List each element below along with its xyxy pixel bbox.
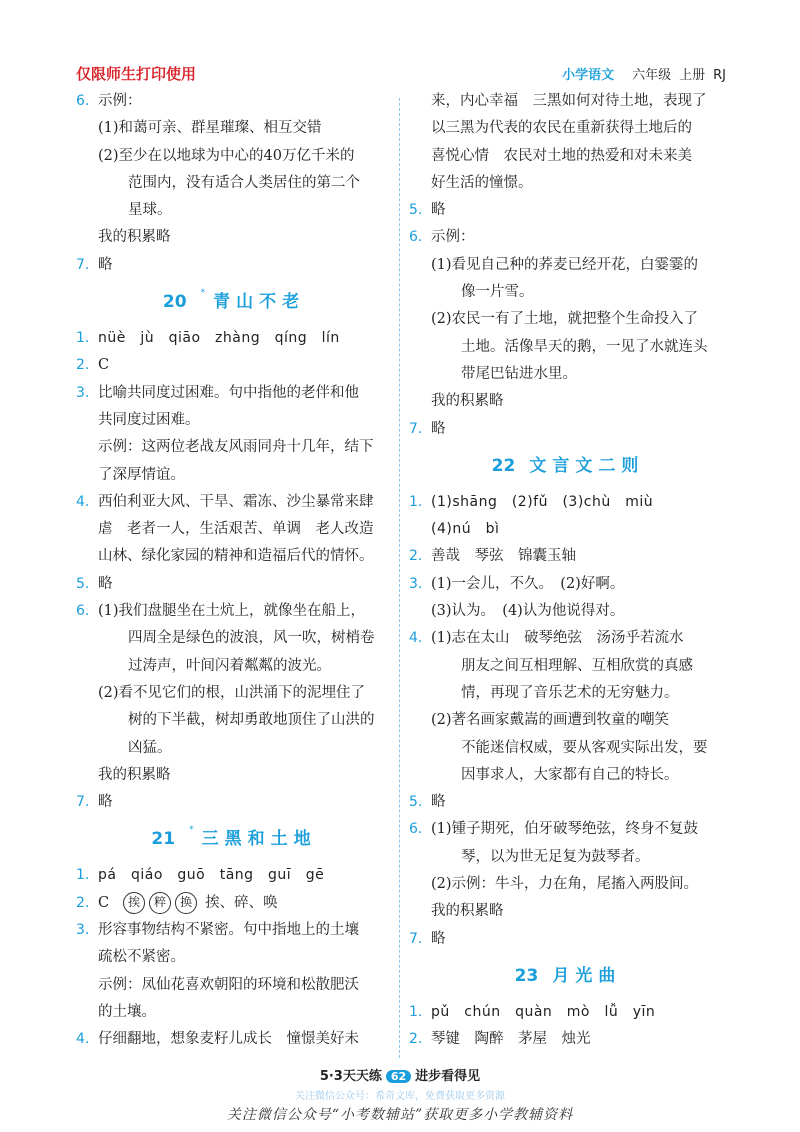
- answer-line: [76, 325, 392, 352]
- question-number: 3.: [76, 922, 90, 939]
- footer: [0, 1065, 800, 1084]
- lesson-heading: [409, 443, 727, 489]
- answer-line: [76, 462, 392, 489]
- answer-line: [76, 972, 392, 999]
- answer-text: 不能迷信权威，要从客观实际出发，要: [461, 739, 708, 756]
- answer-text: 四周全是绿色的波浪，风一吹，树梢卷: [128, 630, 375, 647]
- answer-text: (3)认为。 (4)认为他说得对。: [431, 603, 625, 620]
- answer-line: [409, 598, 727, 625]
- answer-line: [76, 1026, 392, 1053]
- question-number: 1.: [76, 867, 90, 884]
- answer-text: (4)nú bì: [431, 521, 500, 538]
- answer-text: (1)和蔼可亲、群星璀璨、相互交错: [98, 120, 322, 137]
- answer-line: [409, 361, 727, 388]
- answer-line: [409, 516, 727, 543]
- answer-line: [409, 999, 727, 1026]
- question-number: 5.: [76, 575, 90, 592]
- answer-line: [409, 252, 727, 279]
- answer-text: 略: [431, 202, 446, 219]
- grade-label: 六年级: [632, 68, 672, 83]
- answer-line: [76, 516, 392, 543]
- answer-line: [76, 252, 392, 279]
- answer-line: [409, 197, 727, 224]
- answer-line: [76, 170, 392, 197]
- answer-line: [409, 416, 727, 443]
- question-number: 7.: [76, 794, 90, 811]
- answer-line: [409, 653, 727, 680]
- answer-text: 的土壤。: [98, 1003, 156, 1020]
- lesson-star: *: [189, 825, 194, 836]
- answer-text: (2)看不见它们的根，山洪涌下的泥埋住了: [98, 684, 366, 701]
- footer-brand: 5·3天天练: [319, 1069, 382, 1084]
- answer-text: (1)一会儿，不久。 (2)好啊。: [431, 575, 625, 592]
- answer-line: [76, 197, 392, 224]
- answer-text: (1)锺子期死，伯牙破琴绝弦，终身不复鼓: [431, 821, 699, 838]
- answer-line: [76, 917, 392, 944]
- answer-text: (2)至少在以地球为中心的40万亿千米的: [98, 147, 355, 164]
- answer-text: 星球。: [128, 202, 172, 219]
- question-number: 1.: [409, 493, 423, 510]
- question-number: 4.: [76, 493, 90, 510]
- question-number: 7.: [409, 420, 423, 437]
- answer-line: [409, 279, 727, 306]
- circled-character: 粹: [149, 892, 171, 914]
- answer-text: 带尾巴钻进水里。: [461, 365, 577, 382]
- answer-line: [76, 598, 392, 625]
- answer-text: C 挨 粹 换 挨、碎、唤: [98, 890, 278, 917]
- watermark-bottom: 关注微信公众号“小考数辅站”获取更多小学教辅资料: [226, 1107, 574, 1123]
- answer-text: 来，内心幸福 三黑如何对待土地，表现了: [431, 93, 707, 109]
- answer-text: 比喻共同度过困难。句中指他的老伴和他: [98, 384, 359, 401]
- question-number: 2.: [409, 548, 423, 565]
- answer-text: nüè jù qiāo zhàng qíng lín: [98, 330, 340, 347]
- answer-line: [76, 680, 392, 707]
- answer-line: [409, 762, 727, 789]
- answer-text: 虐 老者一人，生活艰苦、单调 老人改造: [98, 521, 374, 538]
- question-number: 5.: [409, 794, 423, 811]
- circled-character: 挨: [123, 892, 145, 914]
- left-column: [76, 88, 392, 1054]
- answer-text: pá qiáo guō tāng guī gē: [98, 867, 325, 884]
- answer-text: 因事求人，大家都有自己的特长。: [461, 766, 679, 783]
- answer-line: [409, 224, 727, 251]
- answer-line: [409, 170, 727, 197]
- question-number: 6.: [409, 229, 423, 246]
- answer-text: C: [98, 357, 110, 374]
- answer-text: 略: [98, 575, 113, 592]
- answer-line: [76, 625, 392, 652]
- book-info: [554, 64, 726, 83]
- answer-text: 以三黑为代表的农民在重新获得土地后的: [431, 120, 692, 137]
- question-number: 6.: [76, 603, 90, 620]
- answer-text: 示例：这两位老战友风雨同舟十几年，结下: [98, 439, 374, 456]
- answer-line: [76, 789, 392, 816]
- answer-line: [409, 571, 727, 598]
- answer-line: [409, 115, 727, 142]
- answer-line: [76, 944, 392, 971]
- answer-text: 善哉 琴弦 锦囊玉轴: [431, 548, 576, 565]
- answer-text: (1)我们盘腿坐在土炕上，就像坐在船上，: [98, 603, 366, 620]
- answer-line: [76, 407, 392, 434]
- answer-line: [409, 143, 727, 170]
- answer-text: 形容事物结构不紧密。句中指地上的土壤: [98, 922, 359, 939]
- answer-text: 像一片雪。: [461, 284, 534, 301]
- edition-label: RJ: [713, 68, 726, 83]
- answer-line: [409, 306, 727, 333]
- question-number: 5.: [409, 202, 423, 219]
- answer-text: 朋友之间互相理解、互相欣赏的真感: [461, 657, 693, 674]
- answer-line: [409, 816, 727, 843]
- answer-text: 琴，以为世无足复为鼓琴者。: [461, 848, 650, 865]
- answer-line: [409, 789, 727, 816]
- question-number: 3.: [409, 575, 423, 592]
- page-number: 62: [386, 1070, 411, 1083]
- answer-text: 琴键 陶醉 茅屋 烛光: [431, 1031, 591, 1048]
- answer-text: (2)示例：牛斗，力在角，尾搐入两股间。: [431, 876, 699, 893]
- lesson-star: *: [200, 288, 206, 299]
- question-number: 1.: [76, 330, 90, 347]
- lesson-title: 月光曲: [552, 965, 622, 986]
- answer-text: 情，再现了音乐艺术的无穷魅力。: [461, 684, 679, 701]
- answer-line: [409, 926, 727, 953]
- answer-text: (2)著名画家戴嵩的画遭到牧童的嘲笑: [431, 712, 670, 729]
- answer-text: 共同度过困难。: [98, 411, 200, 428]
- lesson-number: 21: [151, 829, 176, 850]
- answer-line: [76, 999, 392, 1026]
- right-column: [409, 88, 727, 1054]
- answer-text: 过涛声，叶间闪着粼粼的波光。: [128, 657, 331, 674]
- answer-line: [409, 88, 727, 115]
- question-number: 2.: [76, 894, 90, 911]
- answer-text: 挨、碎、唤: [205, 894, 278, 911]
- answer-line: [409, 1026, 727, 1053]
- answer-text: 山林、绿化家园的精神和造福后代的情怀。: [98, 548, 374, 565]
- answer-text: (1)shāng (2)fǔ (3)chù miù: [431, 493, 654, 510]
- answer-text: 了深厚情谊。: [98, 466, 185, 483]
- question-number: 4.: [76, 1031, 90, 1048]
- question-number: 2.: [76, 357, 90, 374]
- answer-text: 范围内，没有适合人类居住的第二个: [128, 174, 360, 191]
- answer-line: [76, 762, 392, 789]
- answer-line: [76, 380, 392, 407]
- question-number: 2.: [409, 1031, 423, 1048]
- answer-line: [409, 680, 727, 707]
- column-divider: [399, 98, 400, 1058]
- lesson-title: 青山不老: [213, 292, 306, 313]
- lesson-number: 20: [162, 292, 187, 313]
- answer-text: 示例：: [98, 93, 142, 109]
- lesson-number: 23: [514, 965, 539, 986]
- question-number: 1.: [409, 1003, 423, 1020]
- answer-text: 仔细翻地，想象麦籽儿成长 憧憬美好未: [98, 1031, 359, 1048]
- question-number: 7.: [76, 256, 90, 273]
- answer-text: 疏松不紧密。: [98, 949, 185, 966]
- answer-line: [409, 707, 727, 734]
- answer-line: [76, 115, 392, 142]
- answer-line: [76, 653, 392, 680]
- lesson-title: 文言文二则: [529, 455, 645, 476]
- answer-line: [409, 898, 727, 925]
- answer-text: 凶猛。: [128, 739, 172, 756]
- answer-text: 我的积累略: [98, 229, 171, 246]
- lesson-title: 三黑和土地: [201, 829, 317, 850]
- lesson-heading: [76, 816, 392, 862]
- lesson-number: 22: [491, 455, 516, 476]
- answer-text: 示例：凤仙花喜欢朝阳的环境和松散肥沃: [98, 976, 359, 993]
- answer-line: [76, 352, 392, 379]
- answer-text: 喜悦心情 农民对土地的热爱和对未来美: [431, 147, 692, 164]
- answer-line: [409, 871, 727, 898]
- lesson-heading: [76, 279, 392, 325]
- answer-line: [76, 224, 392, 251]
- answer-text: 土地。活像旱天的鹅，一见了水就连头: [461, 338, 708, 355]
- lesson-heading: [409, 953, 727, 999]
- answer-text: pǔ chún quàn mò lǚ yīn: [431, 1003, 656, 1020]
- answer-text: 我的积累略: [98, 766, 171, 783]
- answer-text: 略: [98, 256, 113, 273]
- answer-text: 示例：: [431, 229, 475, 246]
- question-number: 3.: [76, 384, 90, 401]
- print-notice: 仅限师生打印使用: [76, 65, 197, 83]
- answer-line: [76, 735, 392, 762]
- subject-label: 小学语文: [562, 68, 615, 83]
- answer-line: [409, 388, 727, 415]
- answer-line: [409, 334, 727, 361]
- watermark-top: 关注微信公众号：希奇文库，免费获取更多资源: [295, 1091, 505, 1102]
- answer-text: (1)志在太山 破琴绝弦 汤汤乎若流水: [431, 630, 684, 647]
- answer-text: 略: [98, 794, 113, 811]
- answer-line: [76, 571, 392, 598]
- answer-line: [409, 543, 727, 570]
- answer-text: (2)农民一有了土地，就把整个生命投入了: [431, 311, 699, 328]
- answer-text: 树的下半截，树却勇敢地顶住了山洪的: [128, 712, 375, 729]
- answer-text: 略: [431, 930, 446, 947]
- circled-character: 换: [175, 892, 197, 914]
- answer-line: [76, 434, 392, 461]
- answer-line: [409, 844, 727, 871]
- answer-text: 略: [431, 420, 446, 437]
- answer-line: [76, 543, 392, 570]
- volume-label: 上册: [679, 68, 706, 83]
- answer-line: [76, 862, 392, 889]
- answer-line: [409, 735, 727, 762]
- answer-line: [409, 489, 727, 516]
- question-number: 7.: [409, 930, 423, 947]
- answer-text: 我的积累略: [431, 903, 504, 920]
- answer-line: [409, 625, 727, 652]
- answer-text: 好生活的憧憬。: [431, 174, 533, 191]
- question-number: 4.: [409, 630, 423, 647]
- answer-line: [76, 88, 392, 115]
- answer-text: 略: [431, 794, 446, 811]
- answer-line: [76, 707, 392, 734]
- footer-slogan: 进步看得见: [415, 1069, 481, 1084]
- answer-line: [76, 890, 392, 917]
- question-number: 6.: [409, 821, 423, 838]
- answer-line: [76, 489, 392, 516]
- answer-text: (1)看见自己种的荞麦已经开花，白霎霎的: [431, 256, 699, 273]
- answer-line: [76, 143, 392, 170]
- question-number: 6.: [76, 93, 90, 109]
- answer-text: 西伯利亚大风、干旱、霜冻、沙尘暴常来肆: [98, 493, 374, 510]
- answer-text: 我的积累略: [431, 393, 504, 410]
